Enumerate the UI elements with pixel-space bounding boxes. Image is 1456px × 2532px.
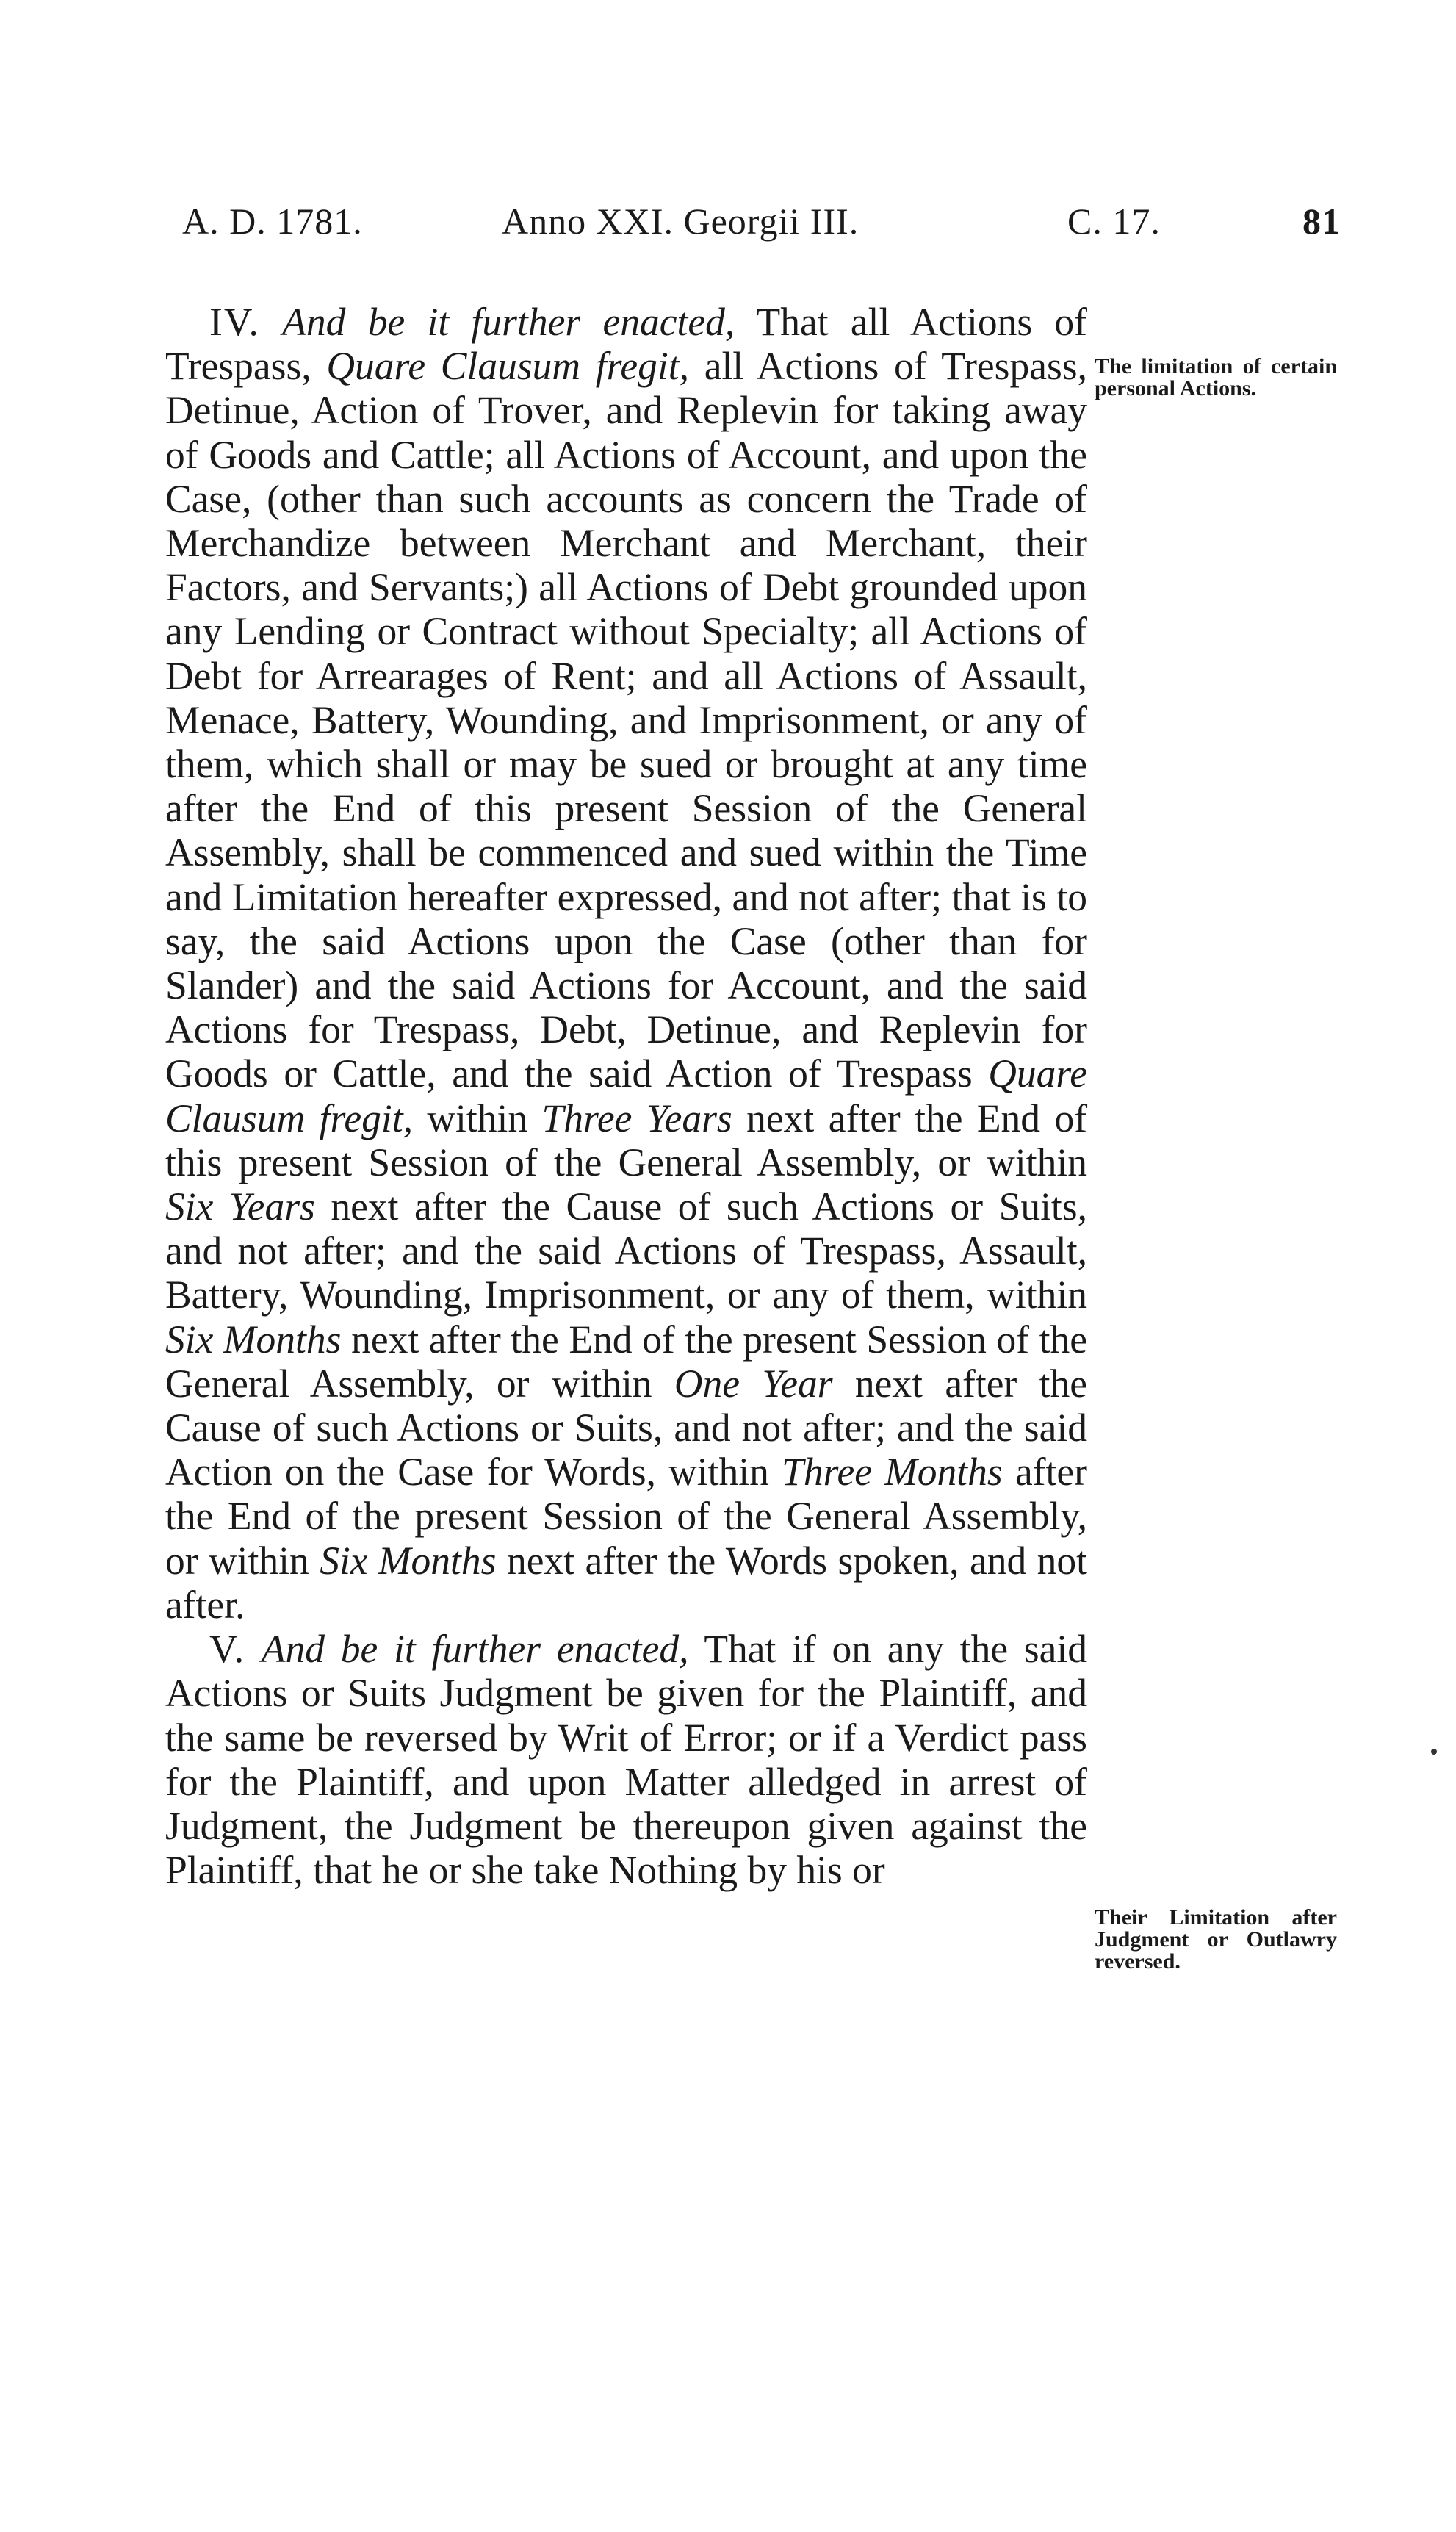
statute-text bbox=[165, 300, 1087, 1892]
italic-term: Three Years bbox=[541, 1096, 732, 1140]
marginal-note-limitation-personal-actions: The limitation of certain personal Actions. bbox=[1095, 354, 1337, 400]
running-head-regnal-year: Anno XXI. Georgii III. bbox=[502, 201, 859, 242]
section-number: IV. bbox=[209, 300, 260, 344]
text-run: all Actions of Trespass, Detinue, Action of Trover, and Replevin for taking away of Goods and Cattle; all Actions of Account, and upon the Case, (other than such accounts as concern the Trade of Merchandize between Merchant and Merchant, their Factors, and Servants;) all Actions of Debt grounded upon any Lending or Contract without Specialty; all Actions of Debt for Arrearages of Rent; and all Actions of Assault, Menace, Battery, Wounding, and Imprisonment, or any of them, which shall or may be sued or brought at any time after the End of this present Session of the General Assembly, shall be commenced and sued within the Time and Limitation hereafter expressed, and not after; that is to say, the said Actions upon the Case (other than for Slander) and the said Actions for Account, and the said Actions for Trespass, Debt, Detinue, and Replevin for Goods or Cattle, and the said Action of Trespass bbox=[165, 344, 1087, 1096]
page-number: 81 bbox=[1302, 201, 1341, 242]
italic-term: Six Months bbox=[165, 1317, 342, 1362]
text-run: next after the Cause of such Actions or Suits, and not after; and the said Actions of Trespass, Assault, Battery, Wounding, Imprisonment, or any of them, within bbox=[165, 1184, 1087, 1317]
italic-term: Quare Clausum fregit, bbox=[165, 1051, 1087, 1140]
italic-term: Three Months bbox=[782, 1450, 1003, 1495]
text-run: after the End of the present Session of the General Assembly, or within bbox=[165, 1450, 1087, 1583]
italic-term: Quare Clausum fregit, bbox=[326, 344, 690, 389]
running-head-year: A. D. 1781. bbox=[182, 201, 363, 242]
running-head-chapter: C. 17. bbox=[1067, 201, 1161, 242]
text-run: next after the Words spoken, and not after. bbox=[165, 1538, 1087, 1627]
italic-term: Six Years bbox=[165, 1184, 315, 1229]
text-run: next after the Cause of such Actions or Suits, and not after; and the said Action on the Case for Words, within bbox=[165, 1361, 1087, 1495]
text-run: within bbox=[412, 1096, 542, 1140]
section-iv bbox=[165, 300, 1087, 1627]
text-run: That all Actions of Trespass, bbox=[165, 300, 1088, 389]
section-v bbox=[165, 1627, 1087, 1892]
running-head bbox=[175, 200, 1341, 251]
enacting-clause: And be it further enacted, bbox=[282, 300, 735, 344]
italic-term: Six Months bbox=[320, 1538, 497, 1583]
italic-term: One Year bbox=[674, 1361, 833, 1406]
section-number: V. bbox=[209, 1627, 246, 1672]
enacting-clause: And be it further enacted, bbox=[261, 1627, 689, 1672]
text-run: next after the End of this present Session of the General Assembly, or within bbox=[165, 1096, 1088, 1184]
marginal-note-limitation-after-judgment: Their Limitation after Judgment or Outlawry reversed. bbox=[1095, 1905, 1337, 1974]
text-run: That if on any the said Actions or Suits Judgment be given for the Plaintiff, and the same be reversed by Writ of Error; or if a Verdict pass for the Plaintiff, and upon Matter alledged in arrest of Judgment, the Judgment be thereupon given against the Plaintiff, that he or she take Nothing by his or bbox=[165, 1627, 1087, 1893]
text-run: next after the End of the present Session of the General Assembly, or within bbox=[165, 1317, 1087, 1406]
section-body bbox=[165, 300, 1087, 1627]
ink-speck bbox=[1431, 1749, 1437, 1755]
